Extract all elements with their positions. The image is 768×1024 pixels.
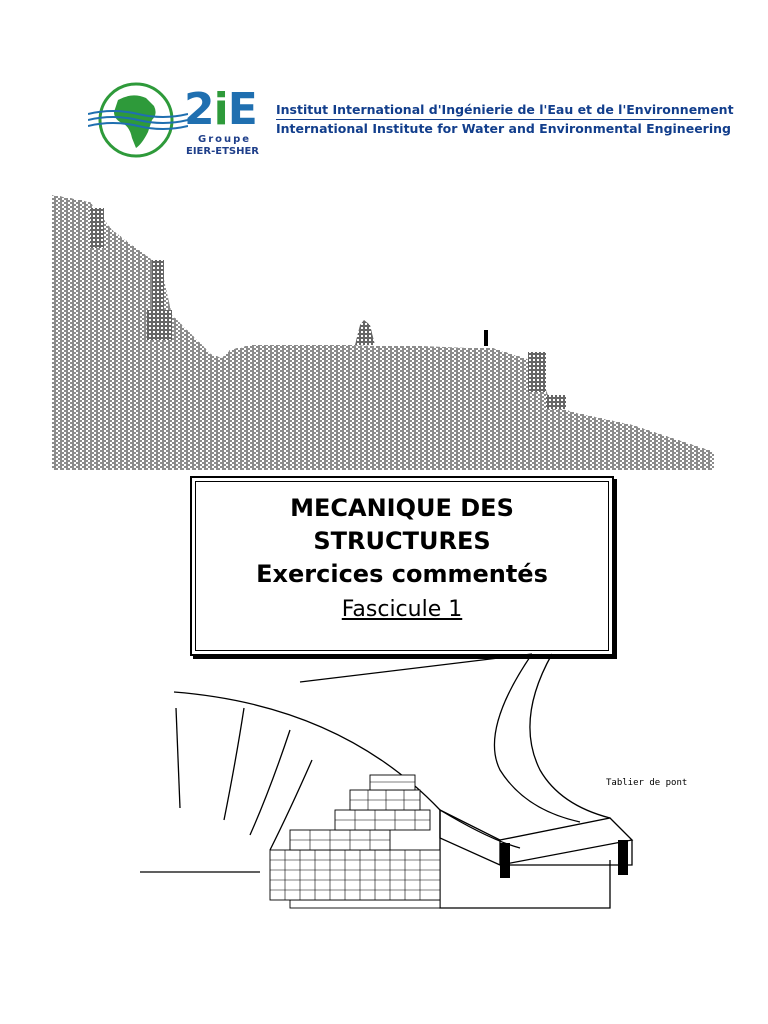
header [88, 80, 734, 160]
logo-group-label: Groupe [198, 134, 252, 145]
title-line-2: STRUCTURES [313, 527, 491, 555]
africa-globe-icon [88, 80, 188, 160]
title-volume: Fascicule 1 [341, 597, 463, 622]
figure-caption: Tablier de pont [606, 778, 688, 788]
logo-wordmark: 2iE [184, 84, 257, 135]
logo-group-name: EIER-ETSHER [186, 146, 259, 157]
title-box-inner [195, 481, 609, 651]
institute-logo [88, 80, 268, 160]
title-box [190, 476, 614, 656]
institute-name-fr: Institut International d'Ingénierie de l'Eau et de l'Environnement [276, 102, 734, 117]
institute-name-en: International Institute for Water and Environmental Engineering [276, 121, 731, 136]
title-line-1: MECANIQUE DES [290, 494, 514, 522]
bridge-deck-illustration [140, 650, 640, 920]
title-subtitle: Exercices commentés [256, 560, 548, 588]
dam-cross-section-illustration [52, 190, 714, 470]
header-divider [276, 119, 701, 120]
